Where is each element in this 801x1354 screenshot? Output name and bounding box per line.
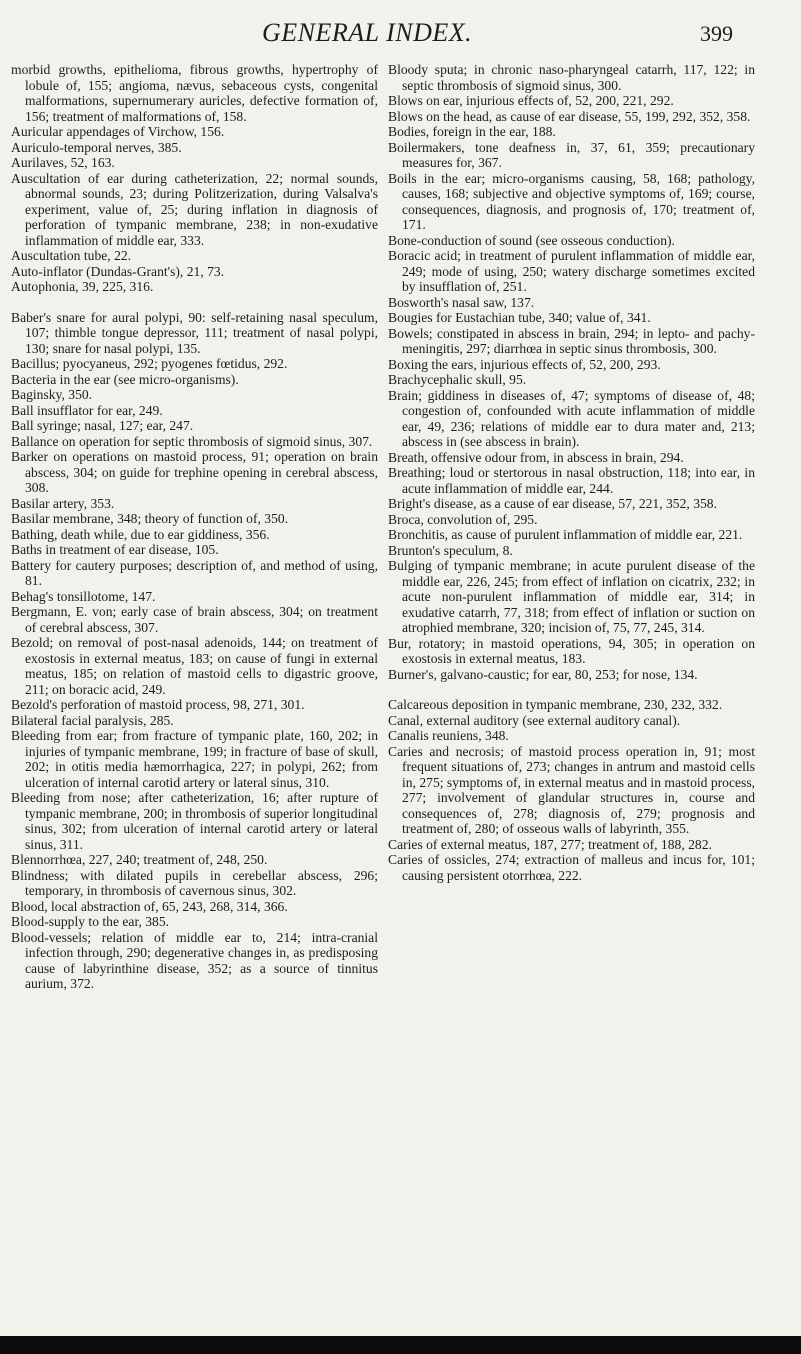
index-entry: Basilar membrane, 348; theory of function of, 350. (11, 511, 289, 526)
index-entry: Canalis reuniens, 348. (388, 728, 509, 743)
index-entry: Battery for cautery purposes; description of, and method of using, 81. (11, 557, 378, 588)
index-entry: Blows on the head, as cause of ear disease, 55, 199, 292, 352, 358. (388, 108, 751, 124)
index-entry: Bowels; constipated in abscess in brain, 294; in lepto- and pachy-meningitis, 297; diarrhœa in septic sinus thrombosis, 300. (388, 325, 755, 356)
index-entry: Auricular appendages of Virchow, 156. (11, 124, 225, 139)
index-entry: Auto-inflator (Dundas-Grant's), 21, 73. (11, 263, 225, 279)
index-entry: Caries and necrosis; of mastoid process operation in, 91; most frequent situations of, 273; changes in antrum and mastoid cells in, 275; symptoms of, in external meatus and in mastoid process, 277; involvement of glandular structures in, course and consequences of, 278; diagnosis of, 279; prognosis and treatment of, 280; of osseous walls of labyrinth, 355. (388, 743, 756, 836)
index-entry: Ballance on operation for septic thrombosis of sigmoid sinus, 307. (11, 433, 373, 449)
index-entry: Blood-supply to the ear, 385. (11, 914, 170, 929)
index-entry: Brain; giddiness in diseases of, 47; symptoms of disease of, 48; congestion of, confounded with acute inflammation of middle ear, 49, 236; relations of middle ear to dura mater and, 213; abscess in (see abscess in brain). (388, 387, 755, 449)
index-entry: Boils in the ear; micro-organisms causing, 58, 168; pathology, causes, 168; subjective and objective symptoms of, 169; course, consequences, diagnosis, and prognosis of, 170; treatment of, 171. (388, 170, 755, 232)
index-entry: Ball insufflator for ear, 249. (11, 402, 163, 418)
index-entry: Bosworth's nasal saw, 137. (388, 294, 535, 310)
index-entry: Bezold's perforation of mastoid process, 98, 271, 301. (11, 697, 305, 712)
index-entry: Blows on ear, injurious effects of, 52, 200, 221, 292. (388, 93, 674, 108)
index-entry: Caries of ossicles, 274; extraction of malleus and incus for, 101; causing persistent otorrhœa, 222. (388, 852, 755, 883)
index-entry: Auscultation tube, 22. (11, 248, 132, 263)
page-number: 399 (700, 21, 733, 46)
index-entry: Basilar artery, 353. (11, 495, 115, 511)
index-entry: Baber's snare for aural polypi, 90: self-retaining nasal speculum, 107; thimble tongue depressor, 111; treatment of nasal polypi, 130; snare for nasal polypi, 135. (11, 309, 378, 356)
index-entry: Autophonia, 39, 225, 316. (11, 279, 154, 294)
index-entry: Boracic acid; in treatment of purulent inflammation of middle ear, 249; mode of using, 250; watery discharge sometimes excited by insufflation of, 251. (388, 248, 755, 294)
index-entry: Bacillus; pyocyaneus, 292; pyogenes fœtidus, 292. (11, 356, 288, 371)
index-entry: Blennorrhœa, 227, 240; treatment of, 248, 250. (11, 852, 268, 867)
index-entry: Boxing the ears, injurious effects of, 52, 200, 293. (388, 356, 661, 372)
index-entry: Broca, convolution of, 295. (388, 511, 538, 527)
letter-section-gap (388, 682, 755, 697)
index-entry: Baths in treatment of ear disease, 105. (11, 542, 219, 557)
index-entry: Bilateral facial paralysis, 285. (11, 712, 174, 728)
index-entry: Ball syringe; nasal, 127; ear, 247. (11, 418, 194, 433)
index-entry: Boilermakers, tone deafness in, 37, 61, 359; precautionary measures for, 367. (388, 139, 755, 170)
left-index-column (11, 62, 378, 992)
letter-section-gap (11, 295, 378, 310)
index-entry: Bacteria in the ear (see micro-organisms). (11, 371, 239, 387)
index-entry: Burner's, galvano-caustic; for ear, 80, 253; for nose, 134. (388, 666, 698, 682)
index-entry: Bulging of tympanic membrane; in acute purulent disease of the middle ear, 226, 245; from effect of inflation on cicatrix, 232; in acute non-purulent inflammation of middle ear, 314; in exudative catarrh, 77, 318; from effect of inflation or suction on atrophied membrane, 320; incision of, 75, 77, 245, 314. (388, 558, 755, 635)
index-entry: Blindness; with dilated pupils in cerebellar abscess, 296; temporary, in thrombosis of cavernous sinus, 302. (11, 867, 378, 898)
index-entry: Bezold; on removal of post-nasal adenoids, 144; on treatment of exostosis in external meatus, 183; on cause of fungi in external meatus, 185; on relation of mastoid cells to digastric groove, 211; on boracic acid, 249. (11, 635, 378, 697)
index-entry: Bleeding from nose; after catheterization, 16; after rupture of tympanic membrane, 200; in thrombosis of superior longitudinal sinus, 302; from ulceration of internal carotid artery or lateral sinus, 311. (11, 790, 378, 852)
bottom-edge-bar (0, 1336, 801, 1354)
index-entry: Calcareous deposition in tympanic membrane, 230, 232, 332. (388, 697, 723, 712)
index-entry: Bone-conduction of sound (see osseous conduction). (388, 232, 675, 248)
running-title: GENERAL INDEX. (262, 18, 473, 47)
index-entry: Bergmann, E. von; early case of brain abscess, 304; on treatment of cerebral abscess, 307. (11, 604, 378, 635)
index-entry: Behag's tonsillotome, 147. (11, 588, 156, 604)
index-entry: Caries of external meatus, 187, 277; treatment of, 188, 282. (388, 836, 712, 852)
index-entry: Blood-vessels; relation of middle ear to, 214; intra-cranial infection through, 290; degenerative changes in, as predisposing cause of labyrinthine disease, 352; as a source of tinnitus aurium, 372. (11, 929, 378, 991)
index-entry: Bloody sputa; in chronic naso-pharyngeal catarrh, 117, 122; in septic thrombosis of sigmoid sinus, 300. (388, 62, 755, 93)
index-entry: Brachycephalic skull, 95. (388, 372, 527, 387)
index-entry: Canal, external auditory (see external auditory canal). (388, 712, 681, 728)
index-entry: Breath, offensive odour from, in abscess in brain, 294. (388, 449, 684, 465)
index-entry: Auriculo-temporal nerves, 385. (11, 139, 182, 155)
index-entry: Bronchitis, as cause of purulent inflammation of middle ear, 221. (388, 527, 743, 542)
index-entry: Bodies, foreign in the ear, 188. (388, 124, 556, 139)
index-entry: Blood, local abstraction of, 65, 243, 268, 314, 366. (11, 898, 288, 914)
index-entry: Bathing, death while, due to ear giddiness, 356. (11, 526, 270, 542)
index-entry: Bleeding from ear; from fracture of tympanic plate, 160, 202; in injuries of tympanic membrane, 199; in fracture of base of skull, 202; in otitis media hæmorrhagica, 227; in polypi, 262; from ulceration of internal carotid artery or lateral sinus, 310. (11, 728, 378, 790)
index-entry: Bougies for Eustachian tube, 340; value of, 341. (388, 310, 651, 325)
index-entry: Barker on operations on mastoid process, 91; operation on brain abscess, 304; on guide for trephine opening in cerebral abscess, 308. (11, 449, 378, 495)
index-entry: Brunton's speculum, 8. (388, 542, 513, 558)
index-entry: Bur, rotatory; in mastoid operations, 94, 305; in operation on exostosis in external meatus, 183. (388, 635, 755, 666)
right-index-column (388, 62, 755, 883)
index-entry: Auscultation of ear during catheterization, 22; normal sounds, abnormal sounds, 23; during Politzerization, during Valsalva's experiment, value of, 25; during inflation in diagnosis of perforation of tympanic membrane, 238; in non-exudative inflammation of middle ear, 333. (11, 170, 378, 248)
index-entry: morbid growths, epithelioma, fibrous growths, hypertrophy of lobule of, 155; angioma, nævus, sebaceous cysts, congenital malformations, supernumerary auricles, defective formation of, 156; treatment of malformations of, 158. (11, 62, 378, 124)
index-entry: Bright's disease, as a cause of ear disease, 57, 221, 352, 358. (388, 496, 717, 511)
index-entry: Aurilaves, 52, 163. (11, 155, 115, 170)
index-entry: Breathing; loud or stertorous in nasal obstruction, 118; into ear, in acute inflammation of middle ear, 244. (388, 465, 755, 496)
index-entry: Baginsky, 350. (11, 387, 93, 402)
running-head (0, 16, 801, 56)
